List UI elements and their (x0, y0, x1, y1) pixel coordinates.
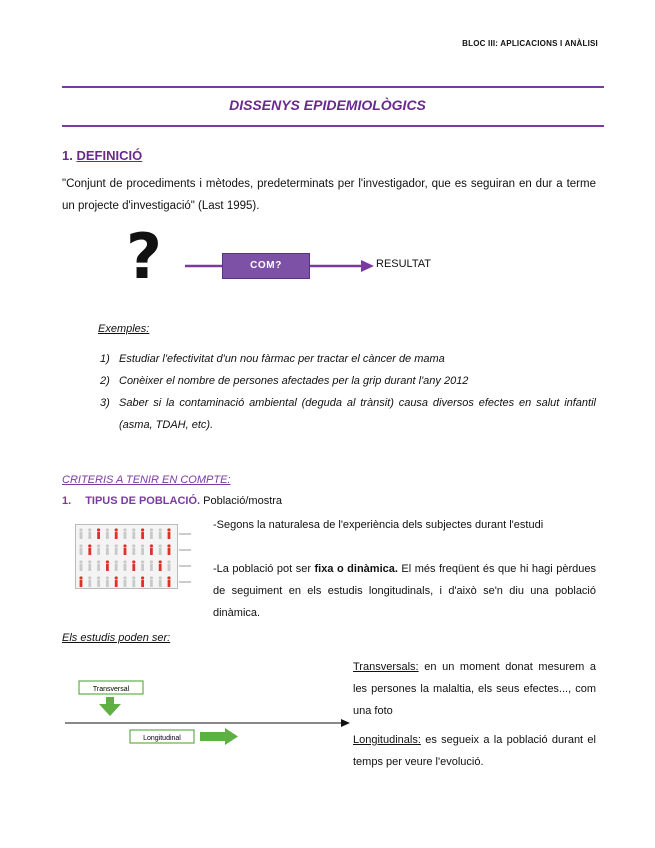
person-body (80, 532, 83, 539)
person-body (132, 564, 135, 571)
example-text: Saber si la contaminació ambiental (deguda al trànsit) causa diversos efectes en salut infantil (asma, TDAH, etc). (119, 397, 596, 431)
person-head (167, 544, 170, 547)
person-head (123, 560, 126, 563)
example-item-2 (100, 370, 596, 392)
person-body (168, 532, 171, 539)
right-arrow-icon (225, 728, 238, 745)
side-arrows (179, 534, 191, 582)
person-head (106, 576, 109, 579)
person-head (150, 528, 153, 531)
criteria-number: 1. (62, 495, 72, 507)
bullet-dash: - (213, 519, 217, 531)
person-head (97, 544, 100, 547)
person-head (115, 560, 118, 563)
person-body (97, 548, 100, 555)
person-body (132, 532, 135, 539)
person-head (123, 576, 126, 579)
timeline-arrow-icon (341, 719, 350, 727)
person-body (106, 580, 109, 587)
person-head (97, 560, 100, 563)
com-box: COM? (222, 253, 310, 279)
person-body (141, 564, 144, 571)
person-body (115, 532, 118, 539)
person-body (88, 548, 91, 555)
person-head (106, 560, 109, 563)
bullet-1-text: Segons la naturalesa de l'experiència dels subjectes durant l'estudi (216, 519, 544, 531)
example-num: 1) (100, 353, 110, 365)
person-head (79, 560, 82, 563)
person-head (167, 576, 170, 579)
bullet-2-post: El més freqüent és que hi hagi pèrdues de seguiment en els estudis longitudinals, i d'això se'n diu una població dinàmica. (213, 563, 596, 619)
bullet-2 (213, 558, 596, 624)
person-body (132, 548, 135, 555)
person-head (88, 544, 91, 547)
title-rule-bottom (62, 125, 604, 127)
person-body (115, 580, 118, 587)
transversal-tag-text: Transversal (92, 686, 130, 693)
arrow-head-icon (361, 260, 374, 272)
longitudinals-description (353, 729, 596, 773)
person-body (97, 564, 100, 571)
person-head (132, 560, 135, 563)
person-head (159, 560, 162, 563)
bullet-dash: - (213, 563, 217, 575)
example-num: 3) (100, 397, 110, 409)
down-arrow-icon (99, 704, 121, 716)
studies-title: Els estudis poden ser: (62, 632, 171, 644)
criteria-title: CRITERIS A TENIR EN COMPTE: (62, 474, 231, 486)
down-arrow-stem (106, 697, 114, 705)
person-body (88, 532, 91, 539)
person-head (79, 544, 82, 547)
person-head (150, 560, 153, 563)
person-head (141, 528, 144, 531)
criteria-label: TIPUS DE POBLACIÓ. (85, 495, 201, 507)
person-body (141, 532, 144, 539)
person-head (132, 544, 135, 547)
page-title: DISSENYS EPIDEMIOLÒGICS (229, 97, 426, 113)
person-head (115, 576, 118, 579)
right-arrow-stem (200, 732, 226, 741)
person-head (123, 528, 126, 531)
person-head (150, 544, 153, 547)
person-body (80, 548, 83, 555)
example-num: 2) (100, 375, 110, 387)
person-body (124, 580, 127, 587)
person-body (141, 548, 144, 555)
title-rule-top (62, 86, 604, 88)
study-timeline-diagram (62, 672, 352, 752)
person-head (141, 560, 144, 563)
person-head (115, 528, 118, 531)
section-heading-definicio (62, 148, 142, 163)
longitudinals-text: es segueix a la població durant el temps per veure l'evolució. (353, 734, 596, 768)
person-head (88, 576, 91, 579)
person-head (88, 528, 91, 531)
person-head (97, 528, 100, 531)
example-item-1 (100, 348, 596, 370)
question-mark-icon: ? (126, 220, 162, 293)
person-body (88, 580, 91, 587)
longitudinals-label: Longitudinals: (353, 734, 421, 746)
transversals-label: Transversals: (353, 661, 419, 673)
person-body (168, 548, 171, 555)
person-head (159, 544, 162, 547)
person-head (159, 528, 162, 531)
person-body (168, 564, 171, 571)
person-body (141, 580, 144, 587)
person-body (97, 532, 100, 539)
bullet-2-pre: La població pot ser (216, 563, 315, 575)
person-head (106, 544, 109, 547)
example-text: Conèixer el nombre de persones afectades per la grip durant l'any 2012 (119, 375, 469, 387)
person-body (159, 564, 162, 571)
population-figure (75, 522, 193, 592)
person-body (124, 548, 127, 555)
person-body (80, 580, 83, 587)
person-body (150, 580, 153, 587)
person-head (79, 576, 82, 579)
section-title: DEFINICIÓ (76, 148, 143, 163)
person-body (106, 548, 109, 555)
result-label: RESULTAT (376, 258, 432, 270)
person-body (159, 532, 162, 539)
person-body (132, 580, 135, 587)
person-body (88, 564, 91, 571)
person-head (79, 528, 82, 531)
person-body (159, 580, 162, 587)
person-head (159, 576, 162, 579)
person-body (106, 532, 109, 539)
person-head (88, 560, 91, 563)
person-body (150, 548, 153, 555)
definition-paragraph: "Conjunt de procediments i mètodes, predeterminats per l'investigador, que es seguiran en dur a terme un projecte d'investigació" (Last 1995). (62, 178, 596, 212)
criteria-suffix: Població/mostra (203, 495, 283, 507)
person-head (167, 528, 170, 531)
person-head (115, 544, 118, 547)
person-head (132, 576, 135, 579)
bullet-2-bold: fixa o dinàmica. (314, 563, 398, 575)
person-head (141, 576, 144, 579)
criteria-item-tipus (62, 495, 282, 507)
person-head (141, 544, 144, 547)
person-body (124, 564, 127, 571)
transversals-description (353, 656, 596, 722)
transversals-text: en un moment donat mesurem a les persones la malaltia, els seus efectes..., com una foto (353, 661, 596, 717)
person-body (150, 532, 153, 539)
person-body (97, 580, 100, 587)
longitudinal-tag-text: Longitudinal (143, 735, 181, 742)
person-body (159, 548, 162, 555)
person-body (124, 532, 127, 539)
person-body (115, 564, 118, 571)
examples-title: Exemples: (98, 323, 150, 335)
section-number: 1. (62, 148, 73, 163)
example-text: Estudiar l'efectivitat d'un nou fàrmac per tractar el càncer de mama (119, 353, 445, 365)
person-head (167, 560, 170, 563)
person-body (150, 564, 153, 571)
person-head (97, 576, 100, 579)
example-item-3 (100, 392, 596, 436)
person-body (106, 564, 109, 571)
person-body (168, 580, 171, 587)
person-body (115, 548, 118, 555)
person-head (106, 528, 109, 531)
bullet-1 (213, 514, 596, 536)
person-head (132, 528, 135, 531)
person-body (80, 564, 83, 571)
block-header: BLOC III: APLICACIONS I ANÀLISI (462, 39, 598, 48)
person-head (150, 576, 153, 579)
person-head (123, 544, 126, 547)
